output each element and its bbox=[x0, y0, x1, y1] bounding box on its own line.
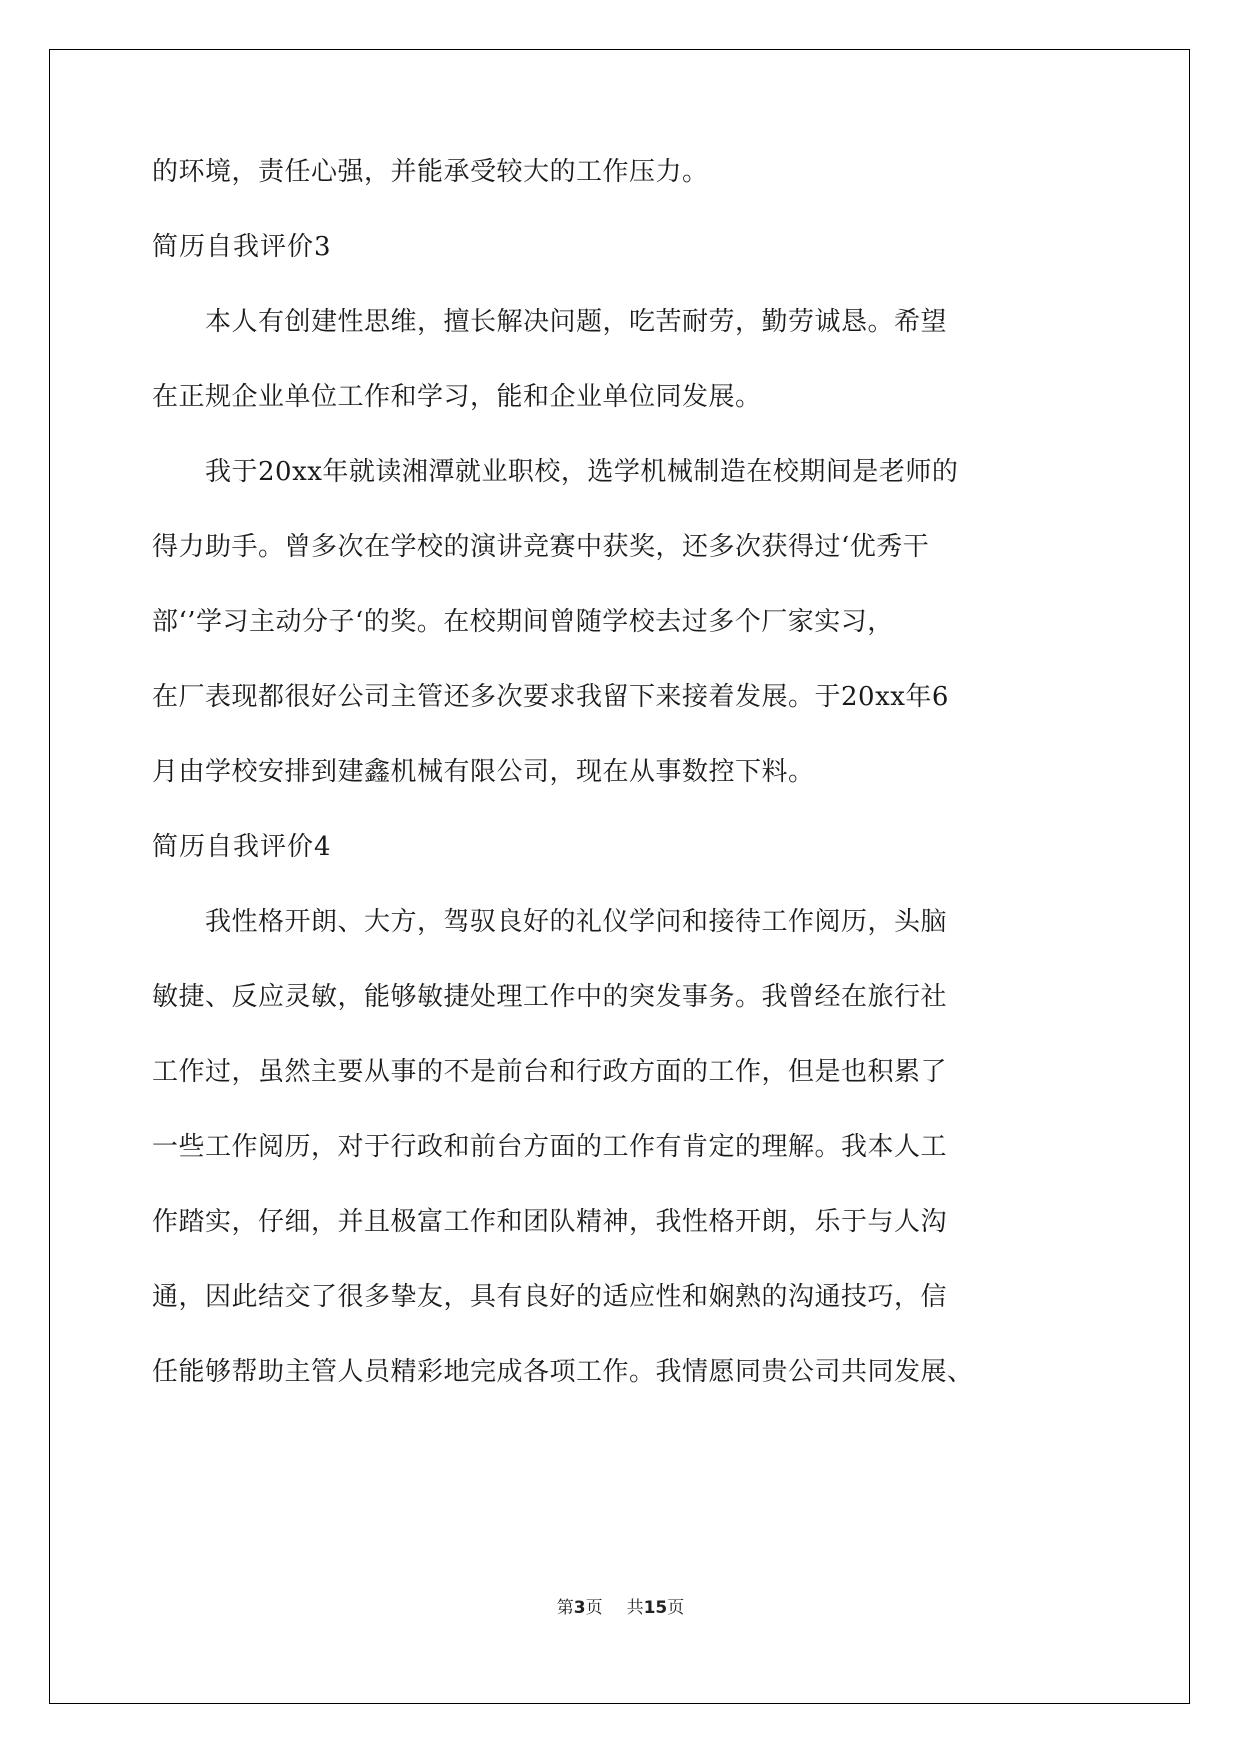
body-line-11: 工作过，虽然主要从事的不是前台和行政方面的工作，但是也积累了 bbox=[152, 1057, 948, 1087]
body-line-7: 在厂表现都很好公司主管还多次要求我留下来接着发展。于20xx年6 bbox=[152, 682, 949, 712]
page-footer bbox=[0, 1598, 1241, 1618]
body-line-8: 月由学校安排到建鑫机械有限公司，现在从事数控下料。 bbox=[152, 757, 815, 787]
total-pages: 15 bbox=[643, 1598, 668, 1618]
page-suffix: 页 bbox=[585, 1598, 603, 1618]
body-line-12: 一些工作阅历，对于行政和前台方面的工作有肯定的理解。我本人工 bbox=[152, 1132, 948, 1162]
body-line-5: 得力助手。曾多次在学校的演讲竞赛中获奖，还多次获得过‘优秀干 bbox=[152, 532, 930, 562]
page-border bbox=[49, 49, 1190, 1704]
page-number: 3 bbox=[573, 1598, 586, 1618]
total-prefix: 共 bbox=[626, 1598, 644, 1618]
body-line-4: 我于20xx年就读湘潭就业职校，选学机械制造在校期间是老师的 bbox=[152, 457, 959, 487]
body-line-3: 在正规企业单位工作和学习，能和企业单位同发展。 bbox=[152, 382, 762, 412]
total-suffix: 页 bbox=[667, 1598, 685, 1618]
body-line-13: 作踏实，仔细，并且极富工作和团队精神，我性格开朗，乐于与人沟 bbox=[152, 1207, 948, 1237]
body-line-10: 敏捷、反应灵敏，能够敏捷处理工作中的突发事务。我曾经在旅行社 bbox=[152, 982, 948, 1012]
body-line-6: 部‘’学习主动分子‘的奖。在校期间曾随学校去过多个厂家实习， bbox=[152, 607, 894, 637]
body-line-9: 我性格开朗、大方，驾驭良好的礼仪学问和接待工作阅历，头脑 bbox=[152, 907, 948, 937]
page-prefix: 第 bbox=[556, 1598, 574, 1618]
section-heading-3: 简历自我评价3 bbox=[152, 232, 332, 262]
body-line-14: 通，因此结交了很多挚友，具有良好的适应性和娴熟的沟通技巧，信 bbox=[152, 1282, 948, 1312]
section-heading-4: 简历自我评价4 bbox=[152, 832, 332, 862]
body-line-15: 任能够帮助主管人员精彩地完成各项工作。我情愿同贵公司共同发展、 bbox=[152, 1357, 974, 1387]
body-line-2: 本人有创建性思维，擅长解决问题，吃苦耐劳，勤劳诚恳。希望 bbox=[152, 307, 948, 337]
body-line-1: 的环境，责任心强，并能承受较大的工作压力。 bbox=[152, 157, 709, 187]
